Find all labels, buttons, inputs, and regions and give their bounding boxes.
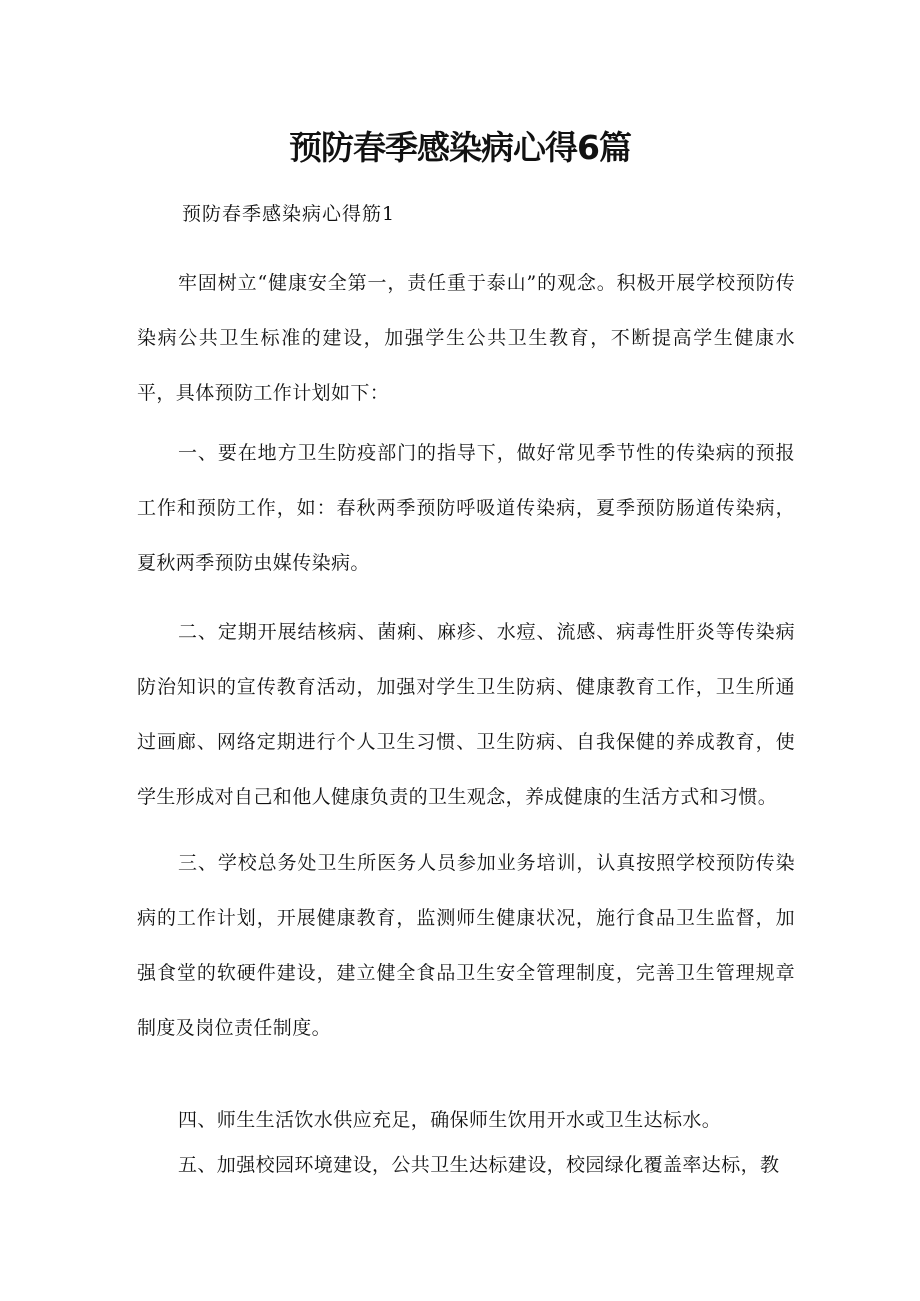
paragraph-item-3: 三、学校总务处卫生所医务人员参加业务培训，认真按照学校预防传染病的工作计划，开展健康教育，监测师生健康状况，施行食品卫生监督，加强食堂的软硬件建设，建立健全食品卫生安全管理制度，完善卫生管理规章制度及岗位责任制度。 bbox=[137, 852, 795, 1039]
section-subtitle: 预防春季感染病心得筋1 bbox=[182, 203, 396, 225]
document-title: 预防春季感染病心得6篇 bbox=[289, 128, 631, 167]
paragraph-item-5: 五、加强校园环境建设，公共卫生达标建设，校园绿化覆盖率达标，教 bbox=[178, 1154, 780, 1176]
paragraph-item-4: 四、师生生活饮水供应充足，确保师生饮用开水或卫生达标水。 bbox=[178, 1109, 722, 1131]
paragraph-item-2: 二、定期开展结核病、菌痢、麻疹、水痘、流感、病毒性肝炎等传染病防治知识的宣传教育活动，加强对学生卫生防病、健康教育工作，卫生所通过画廊、网络定期进行个人卫生习惯、卫生防病、自我保健的养成教育，使学生形成对自己和他人健康负责的卫生观念，养成健康的生活方式和习惯。 bbox=[137, 621, 795, 808]
paragraph-item-1: 一、要在地方卫生防疫部门的指导下，做好常见季节性的传染病的预报工作和预防工作，如：春秋两季预防呼吸道传染病，夏季预防肠道传染病，夏秋两季预防虫媒传染病。 bbox=[137, 442, 795, 574]
paragraph-intro: 牢固树立“健康安全第一，责任重于泰山”的观念。积极开展学校预防传染病公共卫生标准的建设，加强学生公共卫生教育，不断提高学生健康水平，具体预防工作计划如下： bbox=[137, 272, 795, 404]
